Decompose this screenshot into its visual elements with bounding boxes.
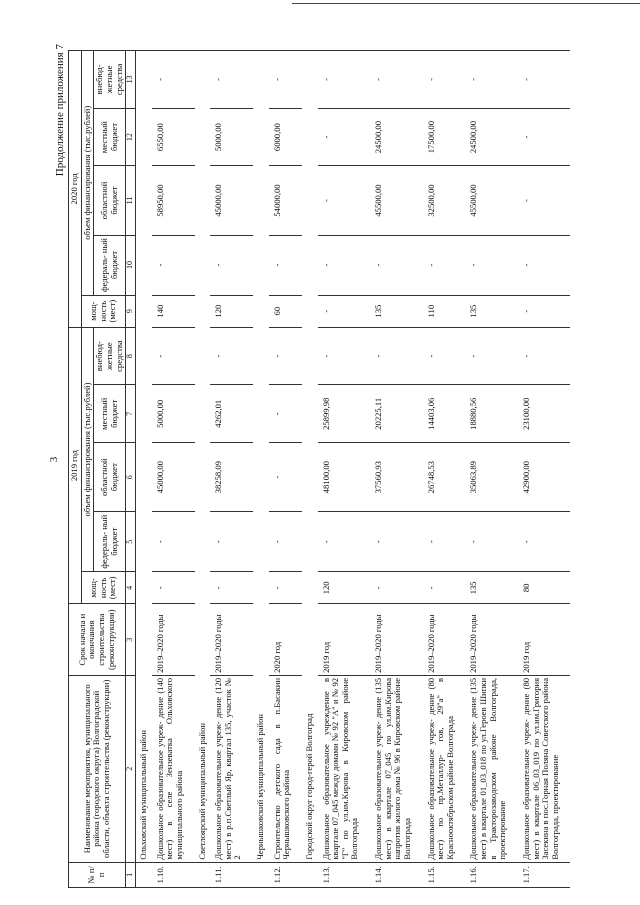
header-regional-2020: областной бюджет: [94, 166, 126, 235]
header-offbudget-2020: внебюд- жетные средства: [94, 51, 126, 109]
regional-2019: 26748,53: [423, 443, 466, 512]
capacity-2019: 135: [465, 572, 518, 604]
column-index: 5: [126, 512, 136, 572]
regional-2019: 37560,93: [370, 443, 423, 512]
row-period: 2019–2020 годы: [370, 604, 423, 675]
row-name: Дошкольное образовательное учреж- дение (80 мест) по пр.Металлур- гов, 29"а" в Краснооктябрьском районе Волгограда: [423, 675, 466, 862]
row-period: 2020 год: [269, 604, 302, 675]
header-no: № п/п: [69, 862, 126, 887]
regional-2020: 58950,00: [152, 166, 195, 235]
row-number: 1.17.: [518, 862, 571, 887]
continuation-note: Продолжение приложения 7: [54, 44, 66, 177]
row-period: 2019 год: [318, 604, 371, 675]
local-2020: 6000,00: [269, 108, 302, 166]
row-number: 1.11.: [210, 862, 253, 887]
column-index: 3: [126, 604, 136, 675]
rotated-page: [40, 26, 630, 893]
offbudget-2019: -: [370, 327, 423, 385]
column-index: 2: [126, 675, 136, 862]
federal-2020: -: [423, 235, 466, 295]
row-period: 2019 год: [518, 604, 571, 675]
capacity-2020: -: [318, 295, 371, 327]
top-rule: [292, 3, 640, 4]
row-period: 2019–2020 годы: [210, 604, 253, 675]
federal-2019: -: [465, 512, 518, 572]
row-name: Дошкольное образовательное учреж- дение (135 мест) в квартале 07_045 по ул.им.Кирова напротив жилого дома № 96 в Кировском районе Волгограда: [370, 675, 423, 862]
local-2019: 18880,56: [465, 385, 518, 443]
federal-2020: -: [518, 235, 571, 295]
regional-2020: 54000,00: [269, 166, 302, 235]
federal-2020: -: [152, 235, 195, 295]
capacity-2020: 60: [269, 295, 302, 327]
local-2020: -: [518, 108, 571, 166]
local-2020: 5000,00: [210, 108, 253, 166]
federal-2019: -: [370, 512, 423, 572]
header-period: Срок начала и окончания строительства (реконструкции): [69, 604, 126, 675]
federal-2019: -: [269, 512, 302, 572]
capacity-2020: -: [518, 295, 571, 327]
regional-2020: 45500,00: [370, 166, 423, 235]
row-name: Дошкольное образовательное учреждение в квартале 07_045 между домами № 92 "А" и № 92 "Г" по ул.им.Кирова в Кировском районе Волгограда: [318, 675, 371, 862]
regional-2020: 45500,00: [465, 166, 518, 235]
column-index: 7: [126, 385, 136, 443]
offbudget-2020: -: [518, 51, 571, 109]
row-name: Дошкольное образовательное учреж- дение (120 мест) в р.п.Светлый Яр, квартал 135, участок № 2: [210, 675, 253, 862]
column-index: 13: [126, 51, 136, 109]
row-period: 2019–2020 годы: [465, 604, 518, 675]
local-2019: 25899,98: [318, 385, 371, 443]
regional-2020: 32500,00: [423, 166, 466, 235]
capacity-2020: 110: [423, 295, 466, 327]
table-row: [269, 51, 302, 888]
regional-2019: 48100,00: [318, 443, 371, 512]
local-2019: 23100,00: [518, 385, 571, 443]
capacity-2020: 135: [370, 295, 423, 327]
federal-2019: -: [318, 512, 371, 572]
capacity-2020: 140: [152, 295, 195, 327]
regional-2019: -: [269, 443, 302, 512]
regional-2019: 35063,89: [465, 443, 518, 512]
header-year-2019: 2019 год: [69, 327, 82, 604]
offbudget-2020: -: [269, 51, 302, 109]
local-2020: 24500,00: [370, 108, 423, 166]
row-number: 1.10.: [152, 862, 195, 887]
offbudget-2019: -: [423, 327, 466, 385]
section-title: Городской округ город-герой Волгоград: [302, 51, 318, 863]
section-row: [195, 51, 211, 888]
section-spacer: [302, 862, 318, 887]
construction-table: [68, 50, 570, 888]
federal-2020: -: [318, 235, 371, 295]
offbudget-2019: -: [518, 327, 571, 385]
row-period: 2019–2020 годы: [423, 604, 466, 675]
section-title: Чернышковский муниципальный район: [253, 51, 269, 863]
local-2019: -: [269, 385, 302, 443]
federal-2019: -: [518, 512, 571, 572]
row-period: 2019–2020 годы: [152, 604, 195, 675]
regional-2019: 42900,00: [518, 443, 571, 512]
table-row: [370, 51, 423, 888]
page-number: 3: [48, 456, 60, 463]
federal-2019: -: [423, 512, 466, 572]
regional-2019: 45000,00: [152, 443, 195, 512]
header-federal-2019: федераль- ный бюджет: [94, 512, 126, 572]
row-name: Дошкольное образовательное учреж- дение (140 мест) в селе Зензеватка Ольховского муниципального района: [152, 675, 195, 862]
offbudget-2020: -: [370, 51, 423, 109]
header-name: Наименование мероприятия, муниципального района (городского округа) Волгоградской области, объекта строительства (реконструкции): [69, 675, 126, 862]
header-federal-2020: федераль- ный бюджет: [94, 235, 126, 295]
table-row: [210, 51, 253, 888]
capacity-2020: 120: [210, 295, 253, 327]
offbudget-2019: -: [269, 327, 302, 385]
column-index: 10: [126, 235, 136, 295]
offbudget-2020: -: [210, 51, 253, 109]
capacity-2019: -: [210, 572, 253, 604]
offbudget-2020: -: [318, 51, 371, 109]
capacity-2019: 120: [318, 572, 371, 604]
row-number: 1.12.: [269, 862, 302, 887]
column-index: 1: [126, 862, 136, 887]
capacity-2019: -: [370, 572, 423, 604]
header-offbudget-2019: внебюд- жетные средства: [94, 327, 126, 385]
section-title: Светлоярский муниципальный район: [195, 51, 211, 863]
row-name: Строительство детского сада в п.Басакин Чернышковского района: [269, 675, 302, 862]
offbudget-2019: -: [465, 327, 518, 385]
capacity-2020: 135: [465, 295, 518, 327]
offbudget-2020: -: [465, 51, 518, 109]
row-number: 1.15.: [423, 862, 466, 887]
local-2020: -: [318, 108, 371, 166]
federal-2019: -: [152, 512, 195, 572]
section-spacer: [136, 862, 152, 887]
row-number: 1.16.: [465, 862, 518, 887]
table-row: [423, 51, 466, 888]
header-capacity-2019: мощ- ность (мест): [81, 572, 126, 604]
header-funding-2019: объем финансирования (тыс.рублей): [81, 327, 94, 571]
federal-2020: -: [269, 235, 302, 295]
row-number: 1.13.: [318, 862, 371, 887]
capacity-2019: -: [269, 572, 302, 604]
local-2019: 4262,01: [210, 385, 253, 443]
federal-2020: -: [210, 235, 253, 295]
local-2020: 6550,00: [152, 108, 195, 166]
local-2019: 20225,11: [370, 385, 423, 443]
capacity-2019: -: [152, 572, 195, 604]
federal-2020: -: [465, 235, 518, 295]
capacity-2019: 80: [518, 572, 571, 604]
table-row: [518, 51, 571, 888]
section-spacer: [195, 862, 211, 887]
row-name: Дошкольное образовательное учреж- дение (135 мест) в квартале 01_03_018 по ул.Героев Шипки в Тракторозаводском районе Волгограда, проектирование: [465, 675, 518, 862]
header-year-2020: 2020 год: [69, 51, 82, 328]
offbudget-2019: -: [152, 327, 195, 385]
column-index: 11: [126, 166, 136, 235]
federal-2019: -: [210, 512, 253, 572]
local-2020: 17500,00: [423, 108, 466, 166]
offbudget-2020: -: [152, 51, 195, 109]
header-capacity-2020: мощ- ность (мест): [81, 295, 126, 327]
table-row: [152, 51, 195, 888]
column-index: 12: [126, 108, 136, 166]
header-local-2019: местный бюджет: [94, 385, 126, 443]
offbudget-2019: -: [210, 327, 253, 385]
offbudget-2020: -: [423, 51, 466, 109]
local-2019: 14403,06: [423, 385, 466, 443]
column-index: 8: [126, 327, 136, 385]
section-row: [302, 51, 318, 888]
table-row: [318, 51, 371, 888]
header-funding-2020: объем финансирования (тыс.рублей): [81, 51, 94, 296]
section-row: [136, 51, 152, 888]
table-row: [465, 51, 518, 888]
offbudget-2019: -: [318, 327, 371, 385]
header-local-2020: местный бюджет: [94, 108, 126, 166]
column-index: 6: [126, 443, 136, 512]
federal-2020: -: [370, 235, 423, 295]
regional-2020: -: [318, 166, 371, 235]
row-name: Дошкольное образовательное учреж- дение (80 мест) в квартале 06_03_019 по ул.им.Григория Засекина в пос.Горная Поляна Советского района Волгограда, проектирование: [518, 675, 571, 862]
capacity-2019: -: [423, 572, 466, 604]
table-body: [136, 51, 571, 888]
regional-2019: 38258,09: [210, 443, 253, 512]
column-index: 4: [126, 572, 136, 604]
local-2019: 5000,00: [152, 385, 195, 443]
section-title: Ольховский муниципальный район: [136, 51, 152, 863]
column-index: 9: [126, 295, 136, 327]
section-spacer: [253, 862, 269, 887]
row-number: 1.14.: [370, 862, 423, 887]
section-row: [253, 51, 269, 888]
local-2020: 24500,00: [465, 108, 518, 166]
regional-2020: -: [518, 166, 571, 235]
regional-2020: 45000,00: [210, 166, 253, 235]
header-regional-2019: областной бюджет: [94, 443, 126, 512]
